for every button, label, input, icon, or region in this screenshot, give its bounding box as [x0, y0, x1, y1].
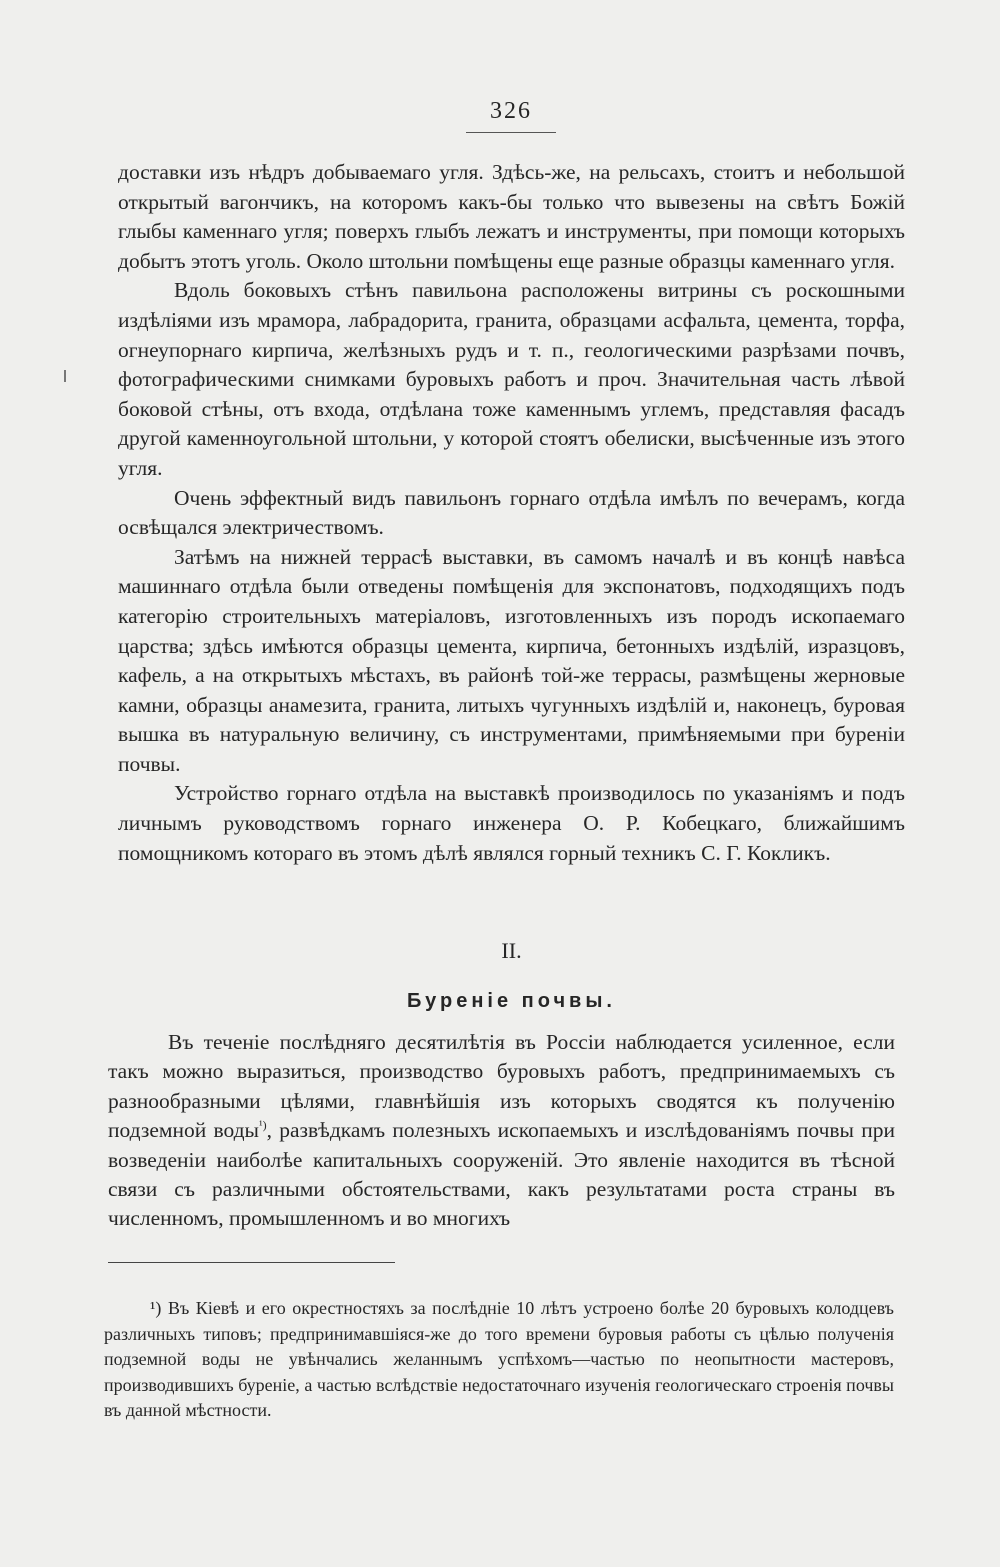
paragraph-text: Въ теченіе послѣдняго десятилѣтія въ Россіи наблюдается усиленное, если такъ можно выразиться, производство буровыхъ работъ, предпринимаемыхъ съ разнообразными цѣлями, главнѣйшія изъ которыхъ сводятся къ полученію подземной воды — [108, 1030, 895, 1143]
footnote-paragraph — [104, 1296, 894, 1424]
footnote-rule — [108, 1262, 395, 1263]
paragraph: Очень эффектный видъ павильонъ горнаго отдѣла имѣлъ по вечерамъ, когда освѣщался электричествомъ. — [118, 485, 905, 540]
paragraph: Вдоль боковыхъ стѣнъ павильона расположены витрины съ роскошными издѣліями изъ мрамора, лабрадорита, гранита, образцами асфальта, цемента, торфа, огнеупорнаго кирпича, желѣзныхъ рудъ и т. п., геологическими разрѣзами почвъ, фотографическими снимками буровыхъ работъ и проч. Значительная часть лѣвой боковой стѣны, отъ входа, отдѣлана тоже каменнымъ углемъ, представляя фасадъ другой каменноугольной штольни, у которой стоятъ обелиски, высѣченные изъ этого угля. — [118, 278, 905, 480]
footnote-reference: ¹) — [259, 1118, 267, 1133]
section-text — [108, 1028, 895, 1234]
body-text — [118, 158, 905, 868]
section-numeral: II. — [501, 938, 522, 963]
paragraph: доставки изъ нѣдръ добываемаго угля. Здѣсь-же, на рельсахъ, стоитъ и небольшой открытый вагончикъ, на которомъ какъ-бы только что вывезены на свѣтъ Божій глыбы каменнаго угля; поверхъ глыбъ лежатъ и инструменты, при помощи которыхъ добытъ этотъ уголь. Около штольни помѣщены еще разные образцы каменнаго угля. — [118, 160, 905, 273]
paragraph — [108, 1028, 895, 1234]
paragraph: Устройство горнаго отдѣла на выставкѣ производилось по указаніямъ и подъ личнымъ руководствомъ горнаго инженера О. Р. Кобецкаго, ближайшимъ помощникомъ котораго въ этомъ дѣлѣ являлся горный техникъ С. Г. Кокликъ. — [118, 781, 905, 865]
footnote-mark: ¹) — [150, 1298, 162, 1318]
page-number-rule — [466, 132, 556, 133]
paragraph-text: , развѣдкамъ полезныхъ ископаемыхъ и изслѣдованіямъ почвы при возведеніи наиболѣе капитальныхъ сооруженій. Это явленіе находится въ тѣсной связи съ различными обстоятельствами, какъ результатами роста страны въ численномъ, промышленномъ и во многихъ — [108, 1118, 895, 1231]
footnote — [104, 1296, 894, 1424]
footnote-text: Въ Кіевѣ и его окрестностяхъ за послѣдніе 10 лѣтъ устроено болѣе 20 буровыхъ колодцевъ различныхъ типовъ; предпринимавшіяся-же до того времени буровыя работы съ цѣлью полученія подземной воды не увѣнчались желаннымъ успѣхомъ—частью по неопытности мастеровъ, производившихъ буреніе, а частью вслѣдствіе недостаточнаго изученія геологическаго строенія почвы въ данной мѣстности. — [104, 1298, 894, 1421]
section-title: Буреніе почвы. — [407, 990, 616, 1012]
page-number: 326 — [490, 98, 532, 124]
paragraph: Затѣмъ на нижней террасѣ выставки, въ самомъ началѣ и въ концѣ навѣса машиннаго отдѣла были отведены помѣщенія для экспонатовъ, подходящихъ подъ категорію строительныхъ матеріаловъ, изготовленныхъ изъ породъ ископаемаго царства; здѣсь имѣются образцы цемента, кирпича, бетонныхъ издѣлій, изразцовъ, кафель, а на открытыхъ мѣстахъ, въ районѣ той-же террасы, размѣщены жерновые камни, образцы анамезита, гранита, литыхъ чугунныхъ издѣлій и, наконецъ, буровая вышка въ натуральную величину, съ инструментами, примѣняемыми при буреніи почвы. — [118, 544, 905, 776]
print-speck — [64, 370, 66, 382]
